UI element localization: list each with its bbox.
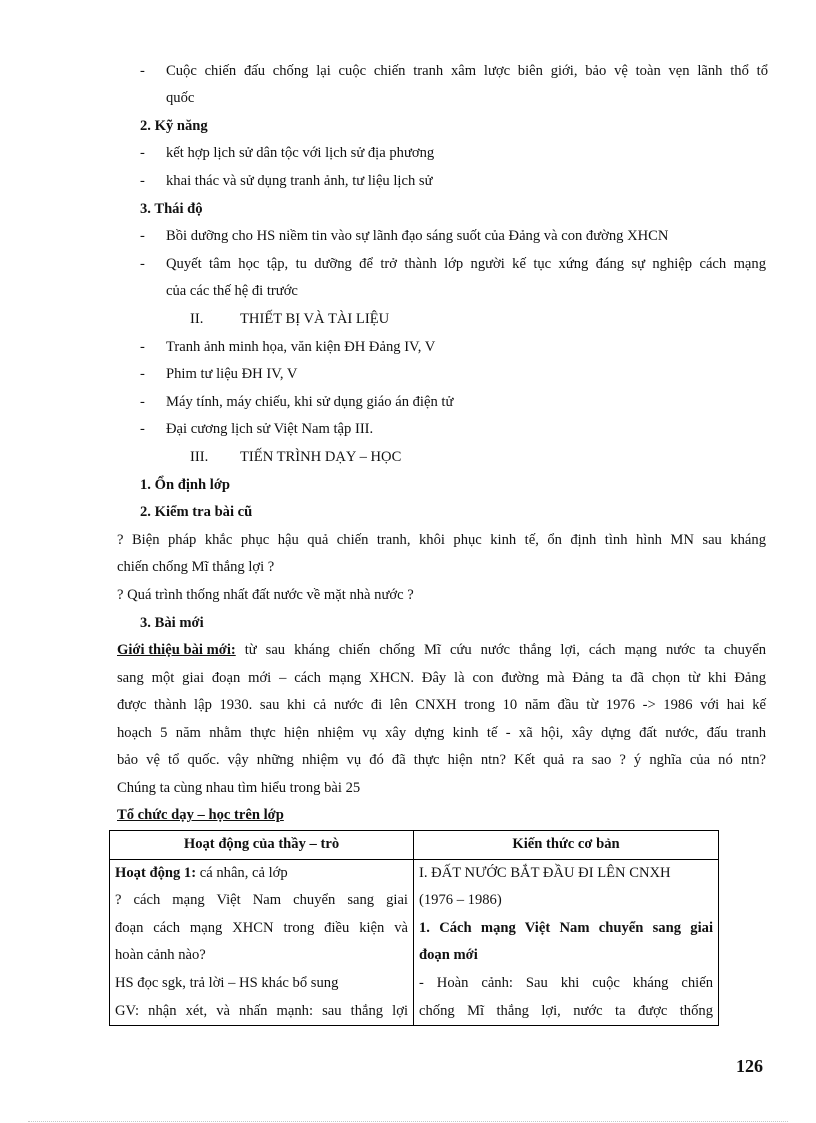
equipment-item: Phim tư liệu ĐH IV, V [166, 366, 298, 382]
bullet-dash: - [140, 256, 145, 272]
knowledge-subheading-line: 1. Cách mạng Việt Nam chuyển sang giai [419, 919, 713, 936]
step-new-lesson: 3. Bài mới [140, 615, 204, 631]
attitude-item-line1: Quyết tâm học tập, tu dưỡng để trở thành lớp người kế tục xứng đáng sự nghiệp cách mạng [166, 256, 766, 272]
equipment-item: Tranh ảnh minh họa, văn kiện ĐH Đảng IV, V [166, 339, 436, 355]
objective-protect-line2: quốc [166, 90, 195, 106]
bullet-dash: - [140, 145, 145, 161]
skills-heading: 2. Kỹ năng [140, 118, 208, 134]
skill-item: kết hợp lịch sử dân tộc với lịch sử địa phương [166, 145, 435, 161]
question-1-line2: chiến chống Mĩ thắng lợi ? [117, 559, 275, 575]
col-header-teacher-student: Hoạt động của thầy – trò [110, 831, 414, 860]
equipment-item: Đại cương lịch sử Việt Nam tập III. [166, 421, 374, 437]
attitude-item-line2: của các thế hệ đi trước [166, 283, 298, 299]
objective-protect-line1: Cuộc chiến đấu chống lại cuộc chiến tranh xâm lược biên giới, bảo vệ toàn vẹn lãnh thổ tổ [166, 63, 768, 79]
page-number: 126 [736, 1056, 763, 1076]
question-2: ? Quá trình thống nhất đất nước về mặt nhà nước ? [117, 587, 414, 603]
section-numeral: III. [190, 449, 209, 465]
table-row [110, 859, 719, 1026]
bullet-dash: - [140, 366, 145, 382]
equipment-item: Máy tính, máy chiếu, khi sử dụng giáo án điện tử [166, 394, 454, 410]
bullet-dash: - [140, 394, 145, 410]
activity-mode: cá nhân, cả lớp [196, 864, 288, 881]
question-1-line1: ? Biện pháp khắc phục hậu quả chiến tranh, khôi phục kinh tế, ổn định tình hình MN sau kháng [117, 532, 766, 548]
intro-line: từ sau kháng chiến chống Mĩ cứu nước thắng lợi, cách mạng nước ta chuyển [235, 642, 766, 658]
activity-line: hoàn cảnh nào? [115, 947, 206, 964]
activity-line [115, 860, 408, 888]
intro-line: hoạch 5 năm nhằm thực hiện nhiệm vụ xây dựng kinh tế - xã hội, xây dựng đất nước, đấu tranh [117, 725, 766, 741]
bullet-dash: - [140, 173, 145, 189]
activity-line: HS đọc sgk, trả lời – HS khác bổ sung [115, 974, 339, 991]
lesson-activity-table [109, 830, 719, 1026]
knowledge-cell [414, 859, 719, 1026]
knowledge-title-line: (1976 – 1986) [419, 892, 502, 909]
skill-item: khai thác và sử dụng tranh ảnh, tư liệu lịch sử [166, 173, 433, 189]
knowledge-line: chống Mĩ thắng lợi, nước ta được thống [419, 1002, 713, 1019]
bullet-dash: - [140, 339, 145, 355]
bullet-dash: - [140, 63, 145, 79]
activity-line: GV: nhận xét, và nhấn mạnh: sau thắng lợi [115, 1002, 408, 1019]
intro-first-line [117, 640, 766, 660]
intro-line: Chúng ta cùng nhau tìm hiểu trong bài 25 [117, 780, 361, 796]
knowledge-subheading-line: đoạn mới [419, 947, 478, 964]
activity-line: đoạn cách mạng XHCN trong điều kiện và [115, 919, 408, 936]
equipment-heading: THIẾT BỊ VÀ TÀI LIỆU [240, 311, 390, 327]
intro-line: sang một giai đoạn mới – cách mạng XHCN. Đây là con đường mà Đảng ta đã chọn từ khi Đảng [117, 670, 766, 686]
footer-divider [28, 1121, 788, 1122]
bullet-dash: - [140, 228, 145, 244]
step-stabilize: 1. Ổn định lớp [140, 477, 231, 493]
activity-label: Hoạt động 1: [115, 864, 197, 881]
intro-label: Giới thiệu bài mới: [117, 642, 236, 658]
step-check-old-lesson: 2. Kiểm tra bài cũ [140, 504, 253, 520]
activity-cell [110, 859, 414, 1026]
col-header-basic-knowledge: Kiến thức cơ bản [414, 831, 719, 860]
table-header-row [110, 831, 719, 860]
intro-line: bảo vệ tổ quốc. vậy những nhiệm vụ đó đã thực hiện ntn? Kết quả ra sao ? ý nghĩa của nó ntn? [117, 752, 766, 768]
organization-heading: Tổ chức dạy – học trên lớp [117, 807, 284, 823]
activity-line: ? cách mạng Việt Nam chuyển sang giai [115, 892, 408, 909]
attitude-item: Bồi dưỡng cho HS niềm tin vào sự lãnh đạo sáng suốt của Đảng và con đường XHCN [166, 228, 669, 244]
bullet-dash: - [140, 421, 145, 437]
section-numeral: II. [190, 311, 204, 327]
knowledge-line: - Hoàn cảnh: Sau khi cuộc kháng chiến [419, 974, 713, 991]
attitude-heading: 3. Thái độ [140, 201, 203, 217]
knowledge-title-line: I. ĐẤT NƯỚC BẮT ĐẦU ĐI LÊN CNXH [419, 864, 671, 881]
process-heading: TIẾN TRÌNH DẠY – HỌC [240, 449, 402, 465]
intro-line: được thành lập 1930. sau khi cả nước đi lên CNXH trong 10 năm đầu từ 1976 -> 1986 với hai kế [117, 697, 766, 713]
